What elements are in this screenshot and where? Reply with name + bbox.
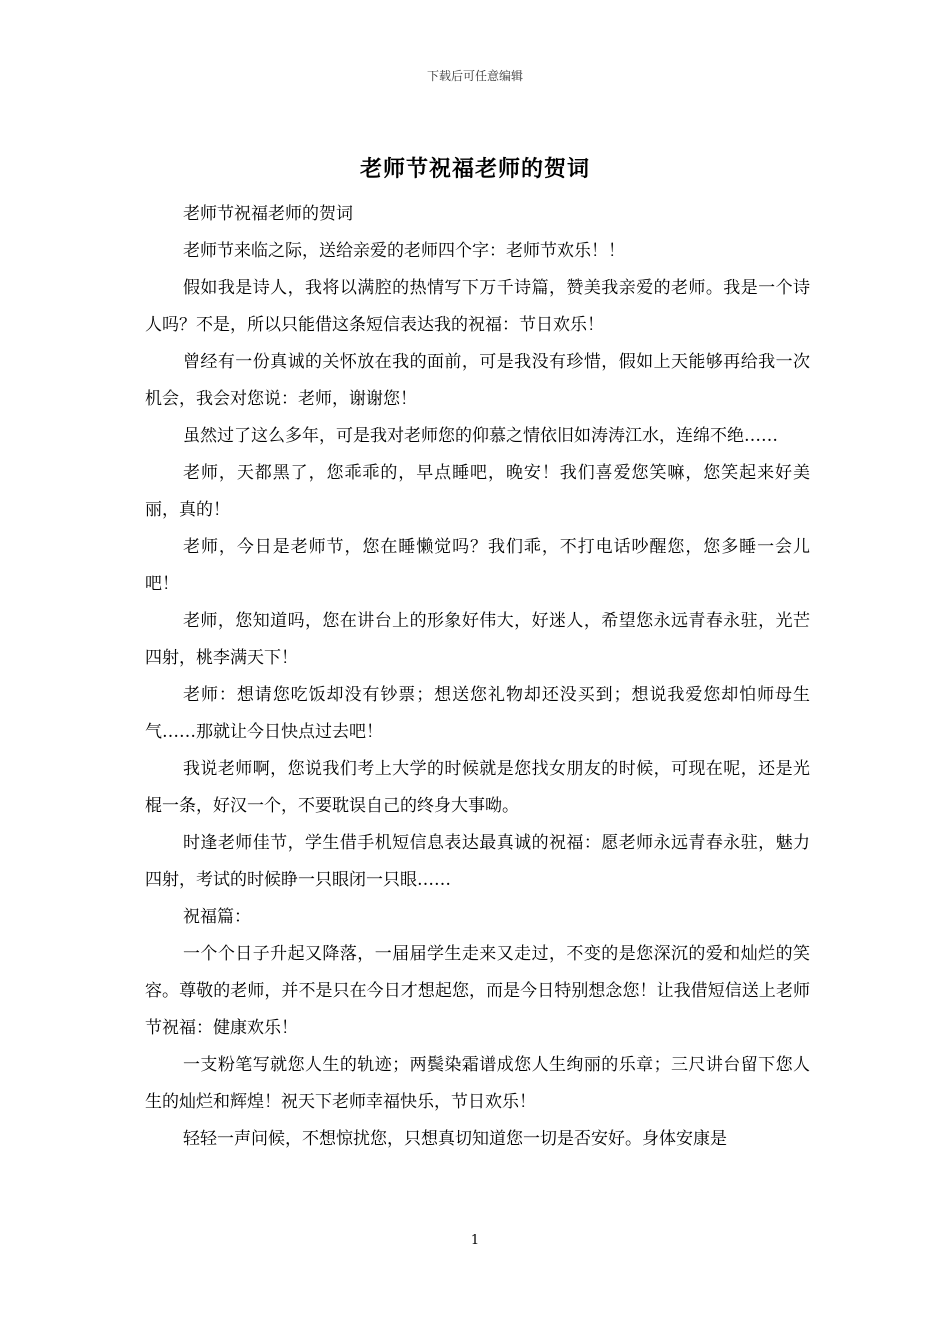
document-body [145,196,810,1158]
paragraph: 一个个日子升起又降落，一届届学生走来又走过，不变的是您深沉的爱和灿烂的笑容。尊敬的老师，并不是只在今日才想起您，而是今日特别想念您！让我借短信送上老师节祝福：健康欢乐！ [145,944,810,1038]
paragraph: 假如我是诗人，我将以满腔的热情写下万千诗篇，赞美我亲爱的老师。我是一个诗人吗？不是，所以只能借这条短信表达我的祝福：节日欢乐！ [145,278,810,335]
paragraph: 老师：想请您吃饭却没有钞票；想送您礼物却还没买到；想说我爱您却怕师母生气……那就让今日快点过去吧！ [145,685,810,742]
paragraph: 轻轻一声问候，不想惊扰您，只想真切知道您一切是否安好。身体安康是 [183,1129,727,1149]
paragraph: 时逢老师佳节，学生借手机短信息表达最真诚的祝福：愿老师永远青春永驻，魅力四射，考试的时候睁一只眼闭一只眼…… [145,833,810,890]
paragraph: 老师，您知道吗，您在讲台上的形象好伟大，好迷人，希望您永远青春永驻，光芒四射，桃李满天下！ [145,611,810,668]
paragraph: 老师，今日是老师节，您在睡懒觉吗？我们乖，不打电话吵醒您，您多睡一会儿吧！ [145,537,810,594]
paragraph: 老师，天都黑了，您乖乖的，早点睡吧，晚安！我们喜爱您笑嘛，您笑起来好美丽，真的！ [145,463,810,520]
paragraph: 一支粉笔写就您人生的轨迹；两鬓染霜谱成您人生绚丽的乐章；三尺讲台留下您人生的灿烂和辉煌！祝天下老师幸福快乐，节日欢乐！ [145,1055,810,1112]
page-number: 1 [470,1233,480,1248]
paragraph: 虽然过了这么多年，可是我对老师您的仰慕之情依旧如涛涛江水，连绵不绝…… [183,426,778,446]
paragraph: 老师节祝福老师的贺词 [183,204,353,224]
paragraph: 我说老师啊，您说我们考上大学的时候就是您找女朋友的时候，可现在呢，还是光棍一条，好汉一个，不要耽误自己的终身大事呦。 [145,759,810,816]
paragraph: 老师节来临之际，送给亲爱的老师四个字：老师节欢乐！！ [183,241,625,261]
document-title: 老师节祝福老师的贺词 [359,156,590,182]
paragraph: 祝福篇： [183,907,251,927]
page-header: 下载后可任意编辑 [426,69,523,83]
paragraph: 曾经有一份真诚的关怀放在我的面前，可是我没有珍惜，假如上天能够再给我一次机会，我会对您说：老师，谢谢您！ [145,352,810,409]
